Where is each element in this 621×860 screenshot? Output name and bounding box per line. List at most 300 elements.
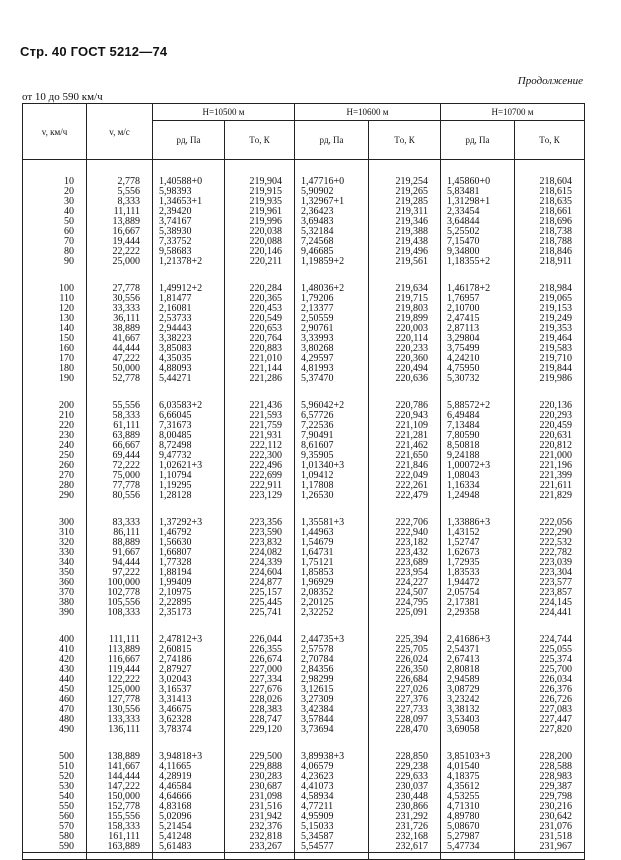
table-cell: 1,40588+0 xyxy=(153,177,225,187)
table-cell: 220 xyxy=(23,421,87,431)
table-cell: 5,02096 xyxy=(153,812,225,822)
table-cell: 1,43152 xyxy=(441,528,515,538)
table-cell: 290 xyxy=(23,491,87,501)
table-cell: 1,76957 xyxy=(441,294,515,304)
table-cell: 4,81993 xyxy=(295,364,369,374)
table-cell: 100,000 xyxy=(87,578,153,588)
table-cell: 370 xyxy=(23,588,87,598)
table-cell: 229,888 xyxy=(225,762,295,772)
table-cell: 225,091 xyxy=(369,608,441,618)
table-cell: 4,83168 xyxy=(153,802,225,812)
table-cell: 2,94443 xyxy=(153,324,225,334)
table-cell: 224,744 xyxy=(515,635,585,645)
table-cell: 219,254 xyxy=(369,177,441,187)
table-cell: 220,233 xyxy=(369,344,441,354)
table-cell: 221,399 xyxy=(515,471,585,481)
table-cell: 2,17381 xyxy=(441,598,515,608)
table-cell: 3,46675 xyxy=(153,705,225,715)
table-cell: 2,22895 xyxy=(153,598,225,608)
table-cell: 5,47734 xyxy=(441,842,515,853)
table-cell: 221,286 xyxy=(225,374,295,384)
col-header-h3: H=10700 м xyxy=(441,104,585,121)
table-cell: 218,846 xyxy=(515,247,585,257)
table-cell: 1,24948 xyxy=(441,491,515,501)
table-cell: 2,98299 xyxy=(295,675,369,685)
table-cell: 350 xyxy=(23,568,87,578)
table-cell: 231,516 xyxy=(225,802,295,812)
table-cell: 220,293 xyxy=(515,411,585,421)
table-cell: 4,06579 xyxy=(295,762,369,772)
table-cell: 90 xyxy=(23,257,87,267)
table-cell: 219,710 xyxy=(515,354,585,364)
table-cell: 225,055 xyxy=(515,645,585,655)
table-cell: 120 xyxy=(23,304,87,314)
table-cell: 1,48036+2 xyxy=(295,284,369,294)
table-cell: 116,667 xyxy=(87,655,153,665)
table-cell: 2,54371 xyxy=(441,645,515,655)
table-cell: 1,00072+3 xyxy=(441,461,515,471)
table-cell: 4,95909 xyxy=(295,812,369,822)
table-cell: 3,08729 xyxy=(441,685,515,695)
table-cell: 77,778 xyxy=(87,481,153,491)
table-cell: 500 xyxy=(23,752,87,762)
table-cell: 1,64731 xyxy=(295,548,369,558)
table-cell: 3,31413 xyxy=(153,695,225,705)
table-cell: 221,144 xyxy=(225,364,295,374)
table-cell: 1,49912+2 xyxy=(153,284,225,294)
table-cell: 220,453 xyxy=(225,304,295,314)
col-header-p1: pд, Па xyxy=(153,121,225,160)
table-cell: 2,70784 xyxy=(295,655,369,665)
table-cell: 219,438 xyxy=(369,237,441,247)
table-cell: 360 xyxy=(23,578,87,588)
table-cell: 228,983 xyxy=(515,772,585,782)
table-cell: 1,66807 xyxy=(153,548,225,558)
table-row xyxy=(23,725,585,735)
table-cell: 240 xyxy=(23,441,87,451)
table-cell: 3,33993 xyxy=(295,334,369,344)
table-cell: 5,08670 xyxy=(441,822,515,832)
table-row xyxy=(23,374,585,384)
table-cell: 4,18375 xyxy=(441,772,515,782)
table-cell: 19,444 xyxy=(87,237,153,247)
table-cell: 3,57844 xyxy=(295,715,369,725)
table-cell: 227,376 xyxy=(369,695,441,705)
table-cell: 218,911 xyxy=(515,257,585,267)
table-cell: 2,60815 xyxy=(153,645,225,655)
table-cell: 220,943 xyxy=(369,411,441,421)
table-cell: 7,90491 xyxy=(295,431,369,441)
table-cell: 8,333 xyxy=(87,197,153,207)
table-cell: 229,238 xyxy=(369,762,441,772)
table-cell: 2,29358 xyxy=(441,608,515,618)
table-cell: 219,935 xyxy=(225,197,295,207)
table-cell: 229,120 xyxy=(225,725,295,735)
table-cell: 58,333 xyxy=(87,411,153,421)
table-cell: 66,667 xyxy=(87,441,153,451)
table-cell: 5,54577 xyxy=(295,842,369,853)
table-cell: 219,065 xyxy=(515,294,585,304)
table-cell: 221,462 xyxy=(369,441,441,451)
table-cell: 4,53255 xyxy=(441,792,515,802)
table-cell: 221,829 xyxy=(515,491,585,501)
table-cell: 222,532 xyxy=(515,538,585,548)
table-cell: 4,01540 xyxy=(441,762,515,772)
table-cell: 223,832 xyxy=(225,538,295,548)
table-cell: 5,556 xyxy=(87,187,153,197)
table-cell: 226,034 xyxy=(515,675,585,685)
table-cell: 1,52747 xyxy=(441,538,515,548)
table-cell: 1,75121 xyxy=(295,558,369,568)
table-cell: 2,05754 xyxy=(441,588,515,598)
table-cell: 200 xyxy=(23,401,87,411)
table-cell: 220,088 xyxy=(225,237,295,247)
table-cell: 72,222 xyxy=(87,461,153,471)
table-cell: 227,733 xyxy=(369,705,441,715)
table-cell: 1,35581+3 xyxy=(295,518,369,528)
table-cell: 228,097 xyxy=(369,715,441,725)
table-row xyxy=(23,608,585,618)
table-row xyxy=(23,257,585,267)
table-cell: 222,479 xyxy=(369,491,441,501)
table-cell: 219,561 xyxy=(369,257,441,267)
table-cell: 225,445 xyxy=(225,598,295,608)
table-cell: 223,577 xyxy=(515,578,585,588)
table-cell: 3,12615 xyxy=(295,685,369,695)
table-cell: 1,46792 xyxy=(153,528,225,538)
table-cell: 228,850 xyxy=(369,752,441,762)
col-header-h1: H=10500 м xyxy=(153,104,295,121)
table-cell: 219,715 xyxy=(369,294,441,304)
table-cell: 3,64844 xyxy=(441,217,515,227)
table-cell: 219,961 xyxy=(225,207,295,217)
table-cell: 219,634 xyxy=(369,284,441,294)
table-cell: 133,333 xyxy=(87,715,153,725)
table-cell: 220,549 xyxy=(225,314,295,324)
table-cell: 1,99409 xyxy=(153,578,225,588)
table-cell: 4,77211 xyxy=(295,802,369,812)
table-cell: 2,90761 xyxy=(295,324,369,334)
table-cell: 320 xyxy=(23,538,87,548)
table-cell: 231,076 xyxy=(515,822,585,832)
table-cell: 155,556 xyxy=(87,812,153,822)
table-cell: 224,339 xyxy=(225,558,295,568)
table-cell: 1,46178+2 xyxy=(441,284,515,294)
table-cell: 5,15033 xyxy=(295,822,369,832)
table-cell: 228,026 xyxy=(225,695,295,705)
table-cell: 180 xyxy=(23,364,87,374)
table-cell: 2,74186 xyxy=(153,655,225,665)
table-cell: 2,44735+3 xyxy=(295,635,369,645)
table-cell: 1,01340+3 xyxy=(295,461,369,471)
table-cell: 231,942 xyxy=(225,812,295,822)
table-cell: 218,604 xyxy=(515,177,585,187)
table-cell: 127,778 xyxy=(87,695,153,705)
table-cell: 228,588 xyxy=(515,762,585,772)
table-cell: 221,611 xyxy=(515,481,585,491)
table-cell: 1,16334 xyxy=(441,481,515,491)
table-cell: 1,32967+1 xyxy=(295,197,369,207)
table-cell: 4,71310 xyxy=(441,802,515,812)
table-cell: 222,699 xyxy=(225,471,295,481)
table-cell: 30 xyxy=(23,197,87,207)
table-cell: 7,15470 xyxy=(441,237,515,247)
table-cell: 220,631 xyxy=(515,431,585,441)
table-cell: 229,633 xyxy=(369,772,441,782)
table-cell: 161,111 xyxy=(87,832,153,842)
table-cell: 226,684 xyxy=(369,675,441,685)
table-cell: 232,376 xyxy=(225,822,295,832)
table-cell: 222,911 xyxy=(225,481,295,491)
table-cell: 230,642 xyxy=(515,812,585,822)
table-cell: 221,650 xyxy=(369,451,441,461)
table-cell: 221,281 xyxy=(369,431,441,441)
table-cell: 2,41686+3 xyxy=(441,635,515,645)
table-cell: 222,706 xyxy=(369,518,441,528)
table-cell: 7,31673 xyxy=(153,421,225,431)
table-cell: 3,27309 xyxy=(295,695,369,705)
table-cell: 40 xyxy=(23,207,87,217)
table-cell: 220,494 xyxy=(369,364,441,374)
table-cell: 221,931 xyxy=(225,431,295,441)
table-cell: 480 xyxy=(23,715,87,725)
table-cell: 2,57578 xyxy=(295,645,369,655)
table-cell: 227,083 xyxy=(515,705,585,715)
table-cell: 224,082 xyxy=(225,548,295,558)
table-cell: 470 xyxy=(23,705,87,715)
table-cell: 220,812 xyxy=(515,441,585,451)
table-cell: 223,590 xyxy=(225,528,295,538)
table-cell: 420 xyxy=(23,655,87,665)
table-cell: 102,778 xyxy=(87,588,153,598)
table-cell: 1,34653+1 xyxy=(153,197,225,207)
table-cell: 220,003 xyxy=(369,324,441,334)
table-cell: 223,182 xyxy=(369,538,441,548)
table-cell: 227,447 xyxy=(515,715,585,725)
table-cell: 219,311 xyxy=(369,207,441,217)
table-cell: 1,17808 xyxy=(295,481,369,491)
table-cell: 8,50818 xyxy=(441,441,515,451)
table-cell: 220,786 xyxy=(369,401,441,411)
table-cell: 44,444 xyxy=(87,344,153,354)
table-cell: 13,889 xyxy=(87,217,153,227)
table-cell: 36,111 xyxy=(87,314,153,324)
table-cell: 30,556 xyxy=(87,294,153,304)
table-cell: 20 xyxy=(23,187,87,197)
table-cell: 229,387 xyxy=(515,782,585,792)
table-cell: 1,47716+0 xyxy=(295,177,369,187)
table-cell: 5,41248 xyxy=(153,832,225,842)
table-cell: 230,866 xyxy=(369,802,441,812)
table-cell: 1,08043 xyxy=(441,471,515,481)
table-body xyxy=(23,160,585,860)
table-cell: 4,24210 xyxy=(441,354,515,364)
table-cell: 510 xyxy=(23,762,87,772)
table-cell: 3,62328 xyxy=(153,715,225,725)
table-cell: 390 xyxy=(23,608,87,618)
table-cell: 5,90902 xyxy=(295,187,369,197)
table-cell: 232,168 xyxy=(369,832,441,842)
table-cell: 228,747 xyxy=(225,715,295,725)
table-cell: 88,889 xyxy=(87,538,153,548)
table-cell: 227,000 xyxy=(225,665,295,675)
table-cell: 227,820 xyxy=(515,725,585,735)
table-cell: 2,20125 xyxy=(295,598,369,608)
table-cell: 380 xyxy=(23,598,87,608)
table-cell: 1,56630 xyxy=(153,538,225,548)
table-cell: 220,038 xyxy=(225,227,295,237)
table-cell: 9,46685 xyxy=(295,247,369,257)
table-cell: 50 xyxy=(23,217,87,227)
table-cell: 250 xyxy=(23,451,87,461)
col-header-p3: pд, Па xyxy=(441,121,515,160)
table-cell: 9,24188 xyxy=(441,451,515,461)
table-cell: 80 xyxy=(23,247,87,257)
table-cell: 230,448 xyxy=(369,792,441,802)
table-cell: 2,47812+3 xyxy=(153,635,225,645)
table-cell: 3,02043 xyxy=(153,675,225,685)
table-cell: 4,75950 xyxy=(441,364,515,374)
table-cell: 1,88194 xyxy=(153,568,225,578)
table-cell: 2,84356 xyxy=(295,665,369,675)
table-cell: 2,10700 xyxy=(441,304,515,314)
table-cell: 100 xyxy=(23,284,87,294)
table-cell: 1,85853 xyxy=(295,568,369,578)
table-cell: 1,96929 xyxy=(295,578,369,588)
table-cell: 4,58934 xyxy=(295,792,369,802)
table-cell: 224,441 xyxy=(515,608,585,618)
table-cell: 110 xyxy=(23,294,87,304)
table-cell: 105,556 xyxy=(87,598,153,608)
table-cell: 225,374 xyxy=(515,655,585,665)
table-cell: 219,346 xyxy=(369,217,441,227)
table-cell: 1,72935 xyxy=(441,558,515,568)
table-cell: 410 xyxy=(23,645,87,655)
table-cell: 130 xyxy=(23,314,87,324)
table-cell: 221,759 xyxy=(225,421,295,431)
table-cell: 5,96042+2 xyxy=(295,401,369,411)
table-cell: 590 xyxy=(23,842,87,853)
table-cell: 224,795 xyxy=(369,598,441,608)
table-cell: 75,000 xyxy=(87,471,153,481)
table-cell: 3,29804 xyxy=(441,334,515,344)
table-cell: 3,75499 xyxy=(441,344,515,354)
table-cell: 225,157 xyxy=(225,588,295,598)
table-cell: 119,444 xyxy=(87,665,153,675)
table-cell: 222,056 xyxy=(515,518,585,528)
table-cell: 7,80590 xyxy=(441,431,515,441)
table-cell: 218,615 xyxy=(515,187,585,197)
table-cell: 2,67413 xyxy=(441,655,515,665)
table-cell: 222,940 xyxy=(369,528,441,538)
table-cell: 22,222 xyxy=(87,247,153,257)
col-header-h2: H=10600 м xyxy=(295,104,441,121)
table-cell: 2,47415 xyxy=(441,314,515,324)
group-spacer xyxy=(23,501,585,518)
col-header-v-kmh: v, км/ч xyxy=(23,104,87,160)
table-cell: 228,470 xyxy=(369,725,441,735)
table-cell: 5,34587 xyxy=(295,832,369,842)
table-cell: 220,360 xyxy=(369,354,441,364)
table-cell: 152,778 xyxy=(87,802,153,812)
table-cell: 140 xyxy=(23,324,87,334)
table-cell: 230,283 xyxy=(225,772,295,782)
table-cell: 231,098 xyxy=(225,792,295,802)
table-cell: 220,136 xyxy=(515,401,585,411)
table-cell: 2,36423 xyxy=(295,207,369,217)
table-cell: 219,388 xyxy=(369,227,441,237)
table-cell: 52,778 xyxy=(87,374,153,384)
table-cell: 2,80818 xyxy=(441,665,515,675)
col-header-p2: pд, Па xyxy=(295,121,369,160)
table-cell: 1,83533 xyxy=(441,568,515,578)
table-cell: 3,78374 xyxy=(153,725,225,735)
table-cell: 3,85103+3 xyxy=(441,752,515,762)
table-cell: 5,61483 xyxy=(153,842,225,853)
table-cell: 1,62673 xyxy=(441,548,515,558)
table-cell: 219,249 xyxy=(515,314,585,324)
table-cell: 230 xyxy=(23,431,87,441)
table-cell: 222,300 xyxy=(225,451,295,461)
table-cell: 225,741 xyxy=(225,608,295,618)
page-header: Стр. 40 ГОСТ 5212—74 xyxy=(20,44,168,59)
table-cell: 330 xyxy=(23,548,87,558)
table-cell: 1,19295 xyxy=(153,481,225,491)
table-cell: 260 xyxy=(23,461,87,471)
table-cell: 83,333 xyxy=(87,518,153,528)
table-cell: 224,145 xyxy=(515,598,585,608)
table-cell: 560 xyxy=(23,812,87,822)
table-cell: 223,304 xyxy=(515,568,585,578)
table-cell: 2,32252 xyxy=(295,608,369,618)
table-cell: 219,496 xyxy=(369,247,441,257)
table-cell: 231,518 xyxy=(515,832,585,842)
col-header-t3: Tо, К xyxy=(515,121,585,160)
table-cell: 222,261 xyxy=(369,481,441,491)
table-cell: 3,69483 xyxy=(295,217,369,227)
table-cell: 230,216 xyxy=(515,802,585,812)
table-cell: 219,899 xyxy=(369,314,441,324)
table-cell: 340 xyxy=(23,558,87,568)
table-cell: 158,333 xyxy=(87,822,153,832)
table-cell: 1,28128 xyxy=(153,491,225,501)
col-header-t2: Tо, К xyxy=(369,121,441,160)
table-cell: 111,111 xyxy=(87,635,153,645)
table-cell: 223,857 xyxy=(515,588,585,598)
table-cell: 222,049 xyxy=(369,471,441,481)
table-cell: 219,583 xyxy=(515,344,585,354)
table-cell: 219,285 xyxy=(369,197,441,207)
table-cell: 218,635 xyxy=(515,197,585,207)
table-cell: 5,21454 xyxy=(153,822,225,832)
table-cell: 224,877 xyxy=(225,578,295,588)
table-cell: 2,08352 xyxy=(295,588,369,598)
table-cell: 2,94589 xyxy=(441,675,515,685)
table-cell: 4,35035 xyxy=(153,354,225,364)
table-cell: 4,89780 xyxy=(441,812,515,822)
table-cell: 225,394 xyxy=(369,635,441,645)
table-cell: 5,27987 xyxy=(441,832,515,842)
group-spacer xyxy=(23,384,585,401)
table-cell: 4,11665 xyxy=(153,762,225,772)
table-cell: 219,265 xyxy=(369,187,441,197)
table-cell: 1,10794 xyxy=(153,471,225,481)
table-cell: 1,26530 xyxy=(295,491,369,501)
table-cell: 530 xyxy=(23,782,87,792)
table-cell: 144,444 xyxy=(87,772,153,782)
table-cell: 223,954 xyxy=(369,568,441,578)
table-cell: 220,459 xyxy=(515,421,585,431)
